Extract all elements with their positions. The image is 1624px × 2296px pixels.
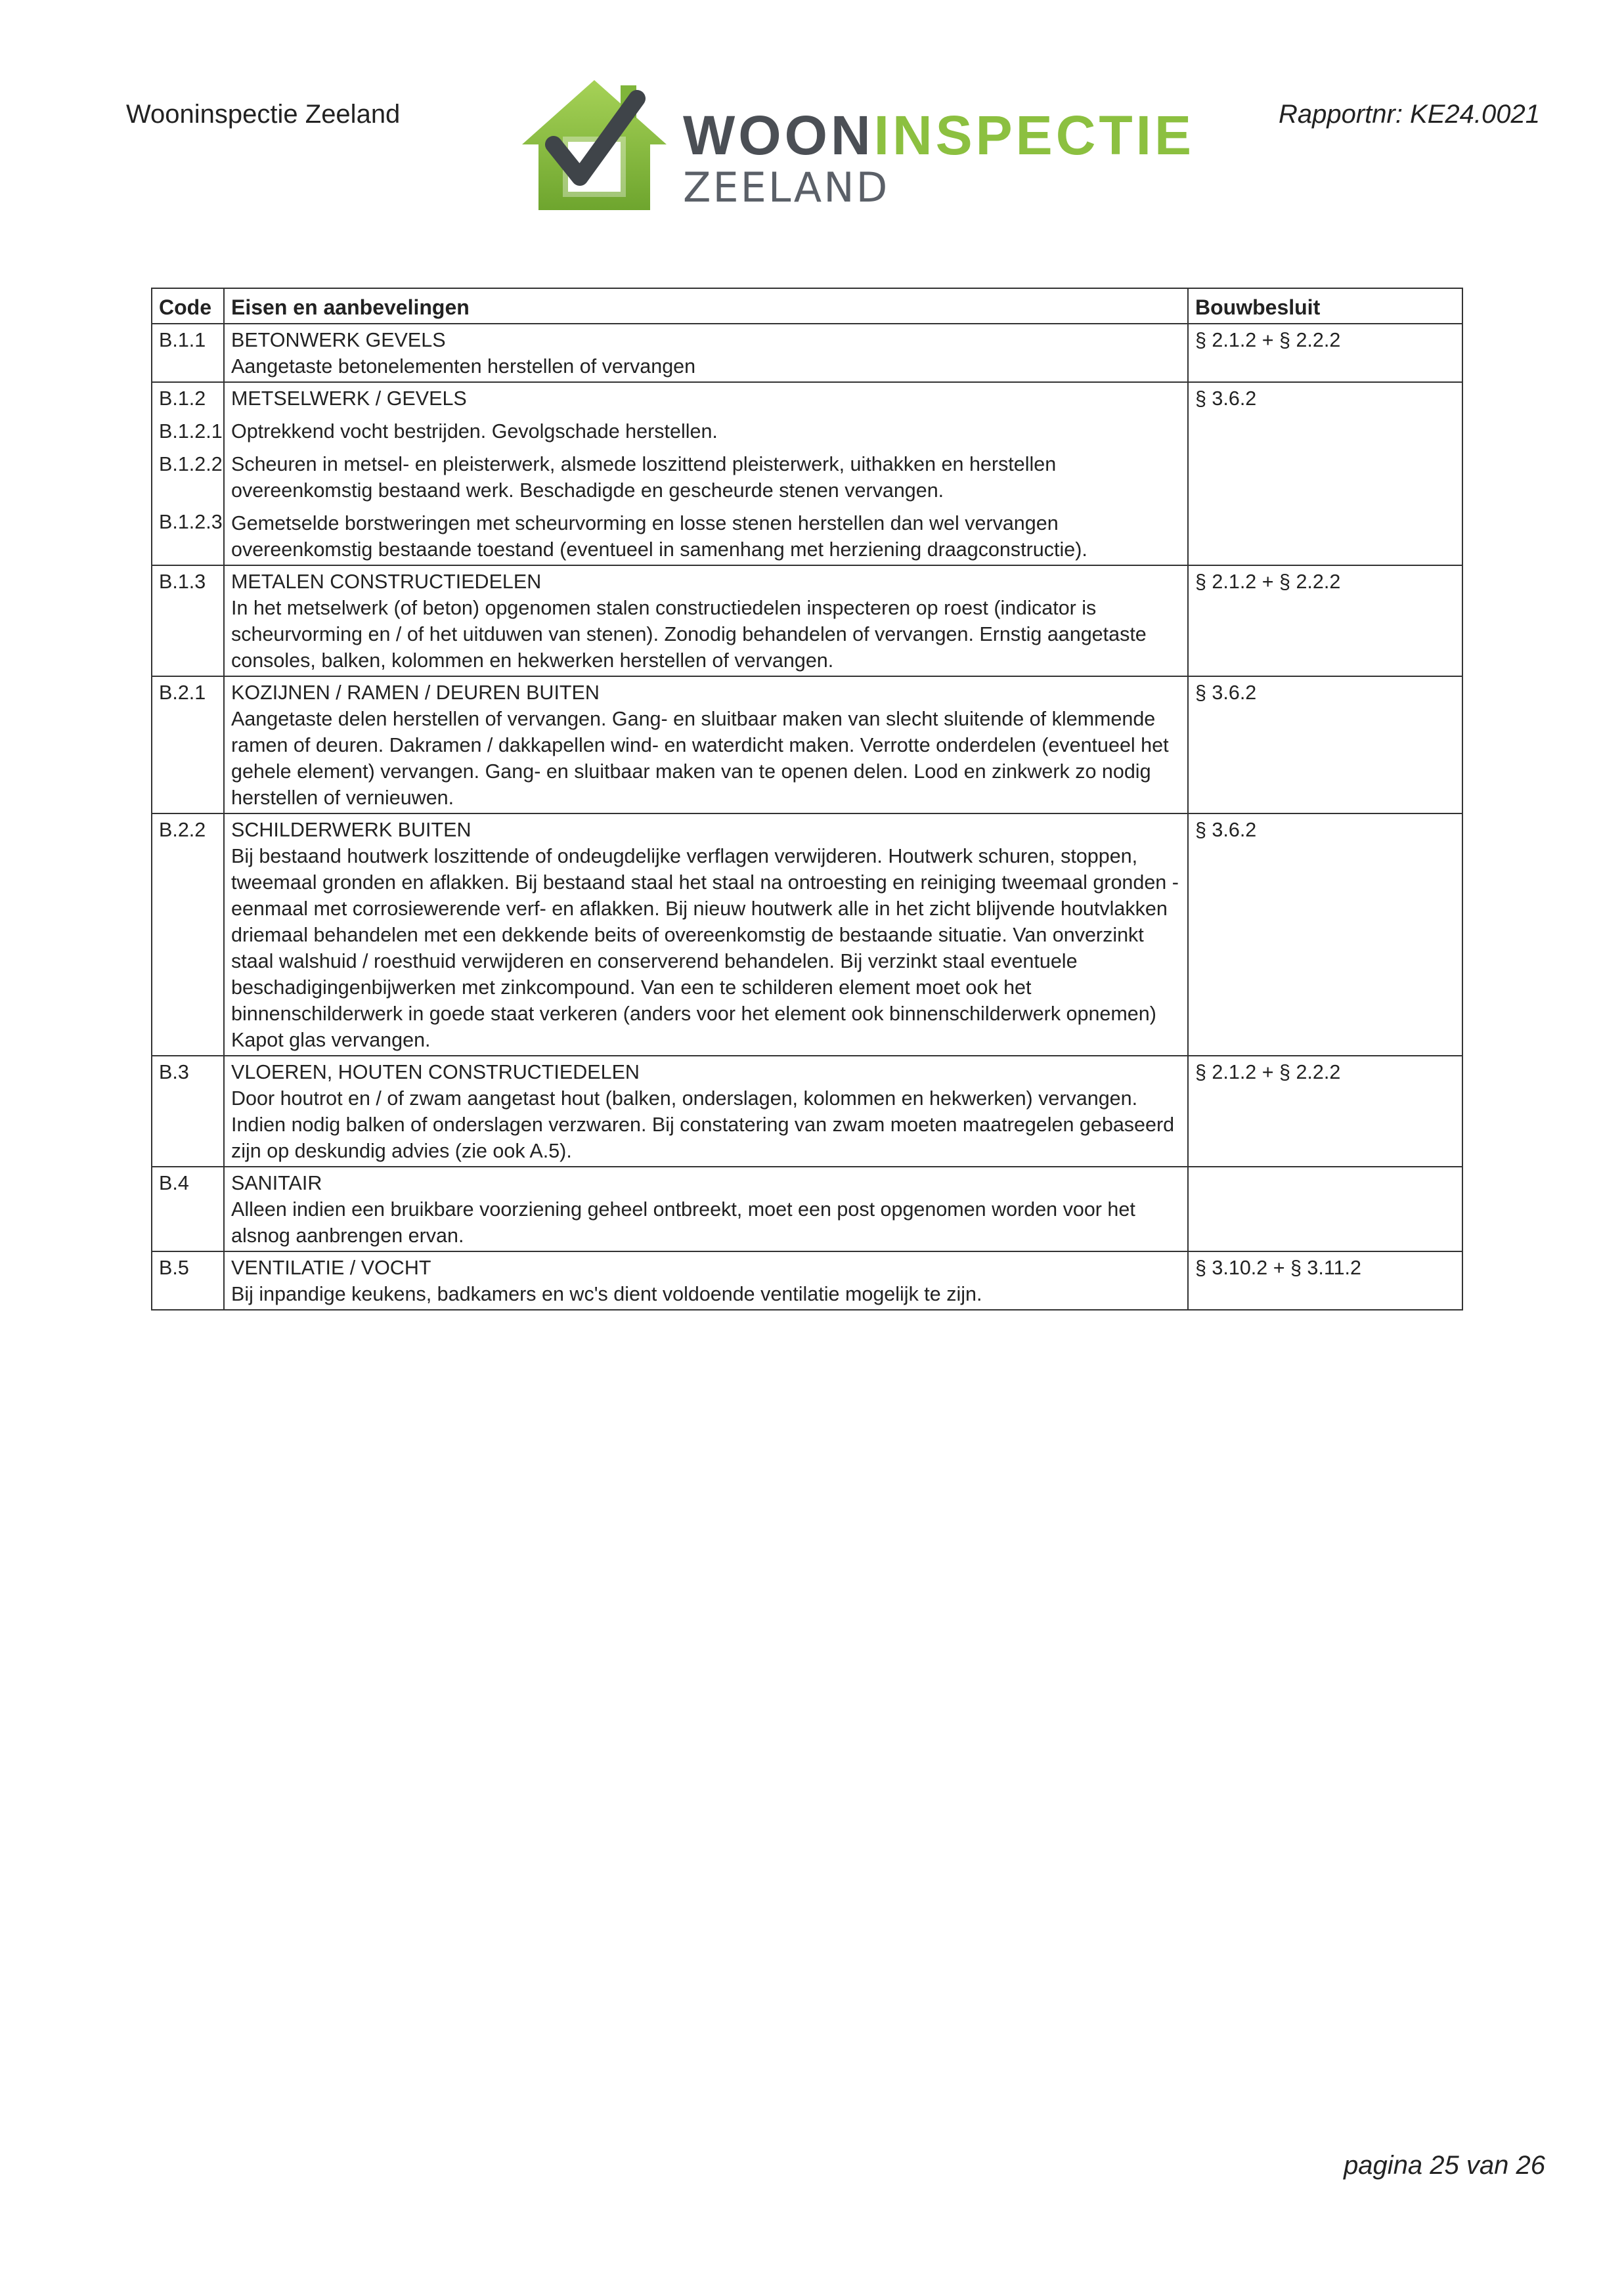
row-reference: § 2.1.2 + § 2.2.2: [1188, 324, 1462, 382]
report-number: Rapportnr: KE24.0021: [1278, 100, 1540, 129]
row-content: [224, 813, 1188, 1056]
row-text: Bij bestaand houtwerk loszittende of ondeugdelijke verflagen verwijderen. Houtwerk schuren, stoppen, tweemaal gronden en aflakken. Bij bestaand staal het staal na ontroesting en reiniging tweemaal gronden -eenmaal met corrosiewerende verf- en aflakken. Bij nieuw houtwerk alle in het zicht blijvende houtvlakken driemaal behandelen met een dekkende beits of overeenkomstig de bestaande situatie. Van onverzinkt staal walshuid / roesthuid verwijderen en conserverend behandelen. Bij verzinkt staal eventuele beschadigingenbijwerken met zinkcompound. Van een te schilderen element moet ook het binnenschilderwerk in goede staat verkeren (anders voor het element ook binnenschilderwerk opnemen) Kapot glas vervangen.: [231, 845, 1179, 1051]
col-header-requirements: Eisen en aanbevelingen: [224, 288, 1188, 324]
row-text: Alleen indien een bruikbare voorziening geheel ontbreekt, moet een post opgenomen worden voor het alsnog aanbrengen ervan.: [231, 1198, 1135, 1247]
row-reference: § 3.6.2: [1188, 382, 1462, 565]
table-row: [152, 813, 1462, 1056]
row-title: SCHILDERWERK BUITEN: [231, 819, 472, 841]
col-header-building-code: Bouwbesluit: [1188, 288, 1462, 324]
row-code: B.3: [152, 1056, 224, 1167]
row-title: VLOEREN, HOUTEN CONSTRUCTIEDELEN: [231, 1061, 640, 1083]
row-text: Aangetaste delen herstellen of vervangen. Gang- en sluitbaar maken van slecht sluitende of klemmende ramen of deuren. Dakramen / dakkapellen wind- en waterdicht maken. Verrotte onderdelen (eventueel het gehele element) vervangen. Gang- en sluitbaar maken van te openen delen. Lood en zinkwerk zo nodig herstellen of vernieuwen.: [231, 708, 1169, 809]
logo-word-woon: WOON: [683, 104, 874, 166]
row-text: In het metselwerk (of beton) opgenomen stalen constructiedelen inspecteren op roest (indicator is scheurvorming en / of het uitduwen van stenen). Zonodig behandelen of vervangen. Ernstig aangetaste consoles, balken, kolommen en hekwerken herstellen of vervangen.: [231, 597, 1147, 672]
row-reference: § 2.1.2 + § 2.2.2: [1188, 565, 1462, 676]
row-code: B.1.2.1: [159, 420, 223, 443]
row-title: SANITAIR: [231, 1172, 322, 1194]
row-reference: § 2.1.2 + § 2.2.2: [1188, 1056, 1462, 1167]
row-content: [224, 1056, 1188, 1167]
page-number: pagina 25 van 26: [1344, 2151, 1545, 2180]
logo-word-zeeland: ZEELAND: [683, 163, 890, 211]
row-code: B.2.2: [152, 813, 224, 1056]
row-content: [224, 324, 1188, 382]
row-title: VENTILATIE / VOCHT: [231, 1257, 431, 1279]
row-content: [224, 565, 1188, 676]
row-code: B.5: [152, 1251, 224, 1310]
table-row: [152, 676, 1462, 813]
row-code: B.1.2.3: [159, 511, 223, 533]
row-text: Door houtrot en / of zwam aangetast hout (balken, onderslagen, kolommen en hekwerken) vervangen. Indien nodig balken of onderslagen verzwaren. Bij constatering van zwam moeten maatregelen gebaseerd zijn op deskundig advies (zie ook A.5).: [231, 1087, 1175, 1162]
requirements-table: [151, 288, 1463, 1310]
company-logo: [516, 72, 1195, 217]
row-code: B.1.3: [152, 565, 224, 676]
row-codes: [152, 382, 224, 565]
row-item: Scheuren in metsel- en pleisterwerk, alsmede loszittend pleisterwerk, uithakken en herstellen overeenkomstig bestaand werk. Beschadigde en gescheurde stenen vervangen.: [231, 453, 1057, 502]
table-row: [152, 382, 1462, 565]
row-content: [224, 1251, 1188, 1310]
header-organisation: Wooninspectie Zeeland: [126, 100, 401, 129]
table-row: [152, 324, 1462, 382]
row-code: B.4: [152, 1167, 224, 1251]
row-code: B.1.1: [152, 324, 224, 382]
table-header-row: [152, 288, 1462, 324]
house-check-icon: [516, 72, 673, 217]
row-title: METALEN CONSTRUCTIEDELEN: [231, 571, 542, 593]
row-title: METSELWERK / GEVELS: [231, 387, 467, 410]
row-reference: [1188, 1167, 1462, 1251]
col-header-code: Code: [152, 288, 224, 324]
row-content: [224, 382, 1188, 565]
table-row: [152, 1251, 1462, 1310]
row-text: Bij inpandige keukens, badkamers en wc's dient voldoende ventilatie mogelijk te zijn.: [231, 1283, 982, 1305]
row-text: Aangetaste betonelementen herstellen of vervangen: [231, 355, 696, 378]
logo-word-inspectie: INSPECTIE: [873, 104, 1195, 166]
row-reference: § 3.6.2: [1188, 813, 1462, 1056]
row-item: Gemetselde borstweringen met scheurvorming en losse stenen herstellen dan wel vervangen overeenkomstig bestaande toestand (eventueel in samenhang met herziening draagconstructie).: [231, 512, 1087, 561]
row-content: [224, 1167, 1188, 1251]
row-code: B.2.1: [152, 676, 224, 813]
table-row: [152, 565, 1462, 676]
row-reference: § 3.6.2: [1188, 676, 1462, 813]
row-code: B.1.2: [159, 387, 206, 410]
row-reference: § 3.10.2 + § 3.11.2: [1188, 1251, 1462, 1310]
row-title: KOZIJNEN / RAMEN / DEUREN BUITEN: [231, 682, 600, 704]
row-code: B.1.2.2: [159, 453, 223, 475]
row-content: [224, 676, 1188, 813]
table-row: [152, 1167, 1462, 1251]
table-row: [152, 1056, 1462, 1167]
row-title: BETONWERK GEVELS: [231, 329, 446, 351]
row-item: Optrekkend vocht bestrijden. Gevolgschade herstellen.: [231, 420, 718, 443]
